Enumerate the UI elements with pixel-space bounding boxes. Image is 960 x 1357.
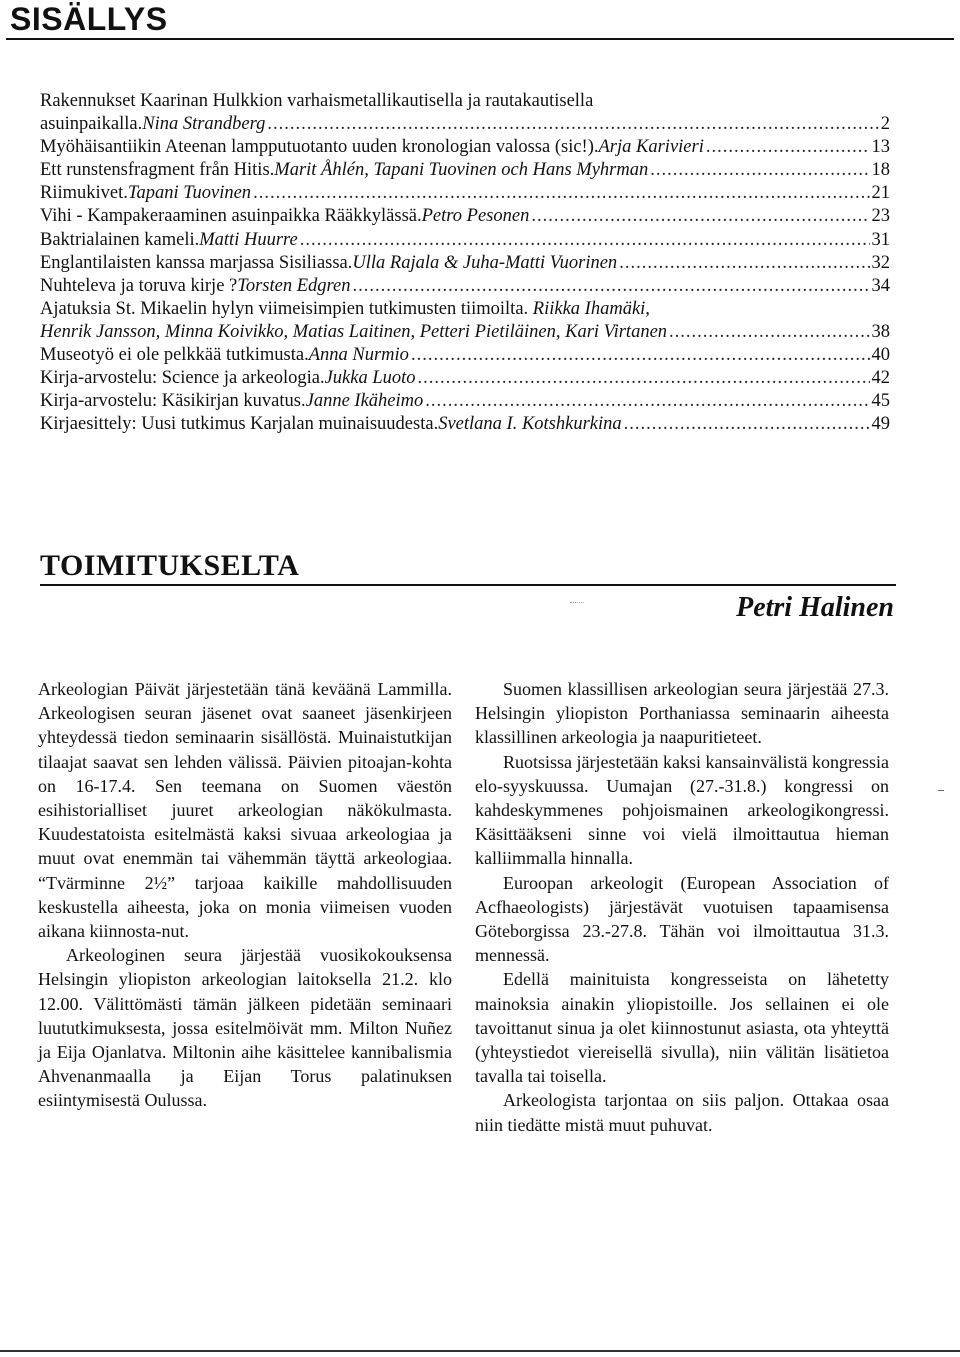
toc-entry	[40, 413, 890, 436]
paragraph: Arkeologista tarjontaa on siis paljon. Ottakaa osaa niin tiedätte mistä muut puhuvat.	[475, 1090, 889, 1135]
editorial-heading: TOIMITUKSELTA	[40, 549, 300, 582]
toc-entry	[40, 182, 890, 205]
paragraph: Euroopan arkeologit (European Association of Acfhaeologists) järjestävät vuotuisen tapaamisensa Göteborgissa 23.-27.8. Tähän voi ilmoittautua 31.3. mennessä.	[475, 872, 889, 966]
toc-author: Petro Pesonen	[421, 206, 530, 227]
toc-leader-dots	[300, 229, 870, 252]
toc-entry	[40, 229, 890, 252]
toc-entry	[40, 344, 890, 367]
editorial-heading-rule	[40, 584, 896, 586]
toc-author: Riikka Ihamäki,	[532, 298, 650, 319]
paragraph: Ruotsissa järjestetään kaksi kansainvälistä kongressia elo-syyskuussa. Uumajan (27.-31.8.) kongressi on kahdeskymmenes pohjoismainen arkeologikongressi. Käsittääkseni sinne voi vielä ilmoittautua hieman kalliimmalla hinnalla.	[475, 751, 889, 869]
toc-title: Riimukivet.	[40, 183, 128, 204]
toc-page-number: 31	[871, 229, 890, 250]
toc-entry	[40, 205, 890, 228]
toc-leader-dots	[669, 321, 869, 344]
toc-leader-dots	[619, 252, 869, 275]
editorial-right-column	[475, 677, 889, 1137]
toc-entry	[40, 321, 890, 344]
toc-page-number: 42	[871, 368, 890, 389]
toc-leader-dots	[650, 159, 869, 182]
toc-line	[40, 298, 890, 321]
toc-title: Vihi - Kampakeraaminen asuinpaikka Rääkkylässä.	[40, 206, 422, 227]
toc-leader-dots	[425, 390, 869, 413]
toc-title: Ajatuksia St. Mikaelin hylyn viimeisimpien tutkimusten tiimoilta.	[40, 298, 533, 319]
toc-page-number: 18	[871, 160, 890, 181]
paragraph: Suomen klassillisen arkeologian seura järjestää 27.3. Helsingin yliopiston Porthaniassa seminaarin aiheesta klassillinen arkeologia ja naapuritieteet.	[475, 679, 889, 748]
toc-leader-dots	[706, 136, 870, 159]
toc-title: Rakennukset Kaarinan Hulkkion varhaismetallikautisella ja rautakautisella	[40, 91, 594, 111]
toc-page-number: 40	[871, 345, 890, 366]
toc-entry	[40, 159, 890, 182]
toc-leader-dots	[624, 413, 870, 436]
toc-page-number: 13	[871, 137, 890, 158]
table-of-contents	[40, 90, 890, 436]
paragraph: Arkeologian Päivät järjestetään tänä keväänä Lammilla. Arkeologisen seuran jäsenet ovat saaneet jäsenkirjeen yhteydessä tiedon seminaarin sisällöstä. Muinaistutkijan tilaajat saavat sen lehden välissä. Päivien pitoajan-kohta on 16-17.4. Sen teemana on Suomen väestön esihistorialliset juuret arkeologian näkökulmasta. Kuudestatoista esitelmästä kaksi sivuaa arkeologiaa ja muut ovat enemmän tai vähemmän täyttä arkeologiaa. “Tvärminne 2½” tarjoaa kaikille mahdollisuuden keskustella aiheesta, joka on monia viimeisen vuoden aikana kiinnosta-nut.	[38, 679, 452, 942]
toc-entry	[40, 252, 890, 275]
toc-leader-dots	[253, 182, 869, 205]
toc-author: Svetlana I. Kotshkurkina	[438, 414, 622, 435]
toc-leader-dots	[411, 344, 870, 367]
toc-leader-dots	[267, 113, 878, 136]
toc-author: Marit Åhlén, Tapani Tuovinen och Hans Myhrman	[274, 160, 649, 181]
toc-author: Arja Karivieri	[598, 137, 704, 158]
toc-author: Jukka Luoto	[324, 368, 416, 389]
toc-title: Kirja-arvostelu: Science ja arkeologia.	[40, 368, 325, 389]
toc-page-number: 38	[871, 321, 890, 342]
toc-page-number: 49	[871, 414, 890, 435]
contents-heading-rule	[6, 38, 954, 40]
toc-author: Anna Nurmio	[308, 345, 409, 366]
paragraph: Arkeologinen seura järjestää vuosikokouksensa Helsingin yliopiston arkeologian laitoksella 21.2. klo 12.00. Välittömästi tämän jälkeen pidetään seminaari luututkimuksesta, jossa esitelmöivät mm. Milton Nuñez ja Eija Ojanlatva. Miltonin aihe käsittelee kannibalismia Ahvenanmaalla ja Eijan Torus palatinuksen esiintymisestä Oulussa.	[38, 945, 452, 1111]
toc-leader-dots	[353, 275, 870, 298]
toc-entry	[40, 136, 890, 159]
toc-title: Kirja-arvostelu: Käsikirjan kuvatus.	[40, 391, 306, 412]
scan-artifact	[938, 790, 944, 791]
toc-title: Nuhteleva ja toruva kirje ?	[40, 275, 238, 296]
toc-title: Myöhäisantiikin Ateenan lampputuotanto uuden kronologian valossa (sic!).	[40, 137, 599, 158]
toc-page-number: 32	[871, 252, 890, 273]
toc-author: Tapani Tuovinen	[127, 183, 252, 204]
paragraph: Edellä mainituista kongresseista on lähetetty mainoksia ainakin yliopistoille. Jos sellainen ei ole tavoittanut sinua ja olet kiinnostunut asiasta, ota yhteyttä (yhteystiedot viereisellä sivulla), niin välitän lisätietoa tavalla tai toisella.	[475, 969, 889, 1087]
toc-author: Ulla Rajala & Juha-Matti Vuorinen	[352, 252, 618, 273]
page-bottom-rule	[0, 1350, 960, 1352]
toc-author: Matti Huurre	[199, 229, 298, 250]
contents-heading: SISÄLLYS	[10, 1, 168, 37]
toc-page-number: 21	[871, 183, 890, 204]
toc-entry	[40, 390, 890, 413]
toc-leader-dots	[418, 367, 870, 390]
toc-title: Englantilaisten kanssa marjassa Sisiliassa.	[40, 252, 353, 273]
toc-title: Baktrialainen kameli.	[40, 229, 200, 250]
toc-page-number: 34	[871, 275, 890, 296]
toc-title: Kirjaesittely: Uusi tutkimus Karjalan muinaisuudesta.	[40, 414, 439, 435]
toc-entry	[40, 275, 890, 298]
toc-title: asuinpaikalla.	[40, 114, 143, 135]
toc-title: Ett runstensfragment från Hitis.	[40, 160, 275, 181]
toc-author: Torsten Edgren	[237, 275, 351, 296]
toc-author: Janne Ikäheimo	[305, 391, 424, 412]
toc-page-number: 23	[871, 206, 890, 227]
toc-entry	[40, 367, 890, 390]
toc-line	[40, 90, 890, 113]
toc-entry	[40, 113, 890, 136]
editorial-left-column	[38, 677, 452, 1113]
toc-author: Henrik Jansson, Minna Koivikko, Matias Laitinen, Petteri Pietiläinen, Kari Virtanen	[40, 321, 668, 342]
editorial-byline: Petri Halinen	[736, 592, 894, 623]
scan-artifact	[570, 602, 584, 605]
toc-leader-dots	[531, 205, 869, 228]
toc-author: Nina Strandberg	[142, 114, 266, 135]
toc-page-number: 45	[871, 391, 890, 412]
toc-page-number: 2	[880, 114, 890, 135]
toc-title: Museotyö ei ole pelkkää tutkimusta.	[40, 345, 309, 366]
